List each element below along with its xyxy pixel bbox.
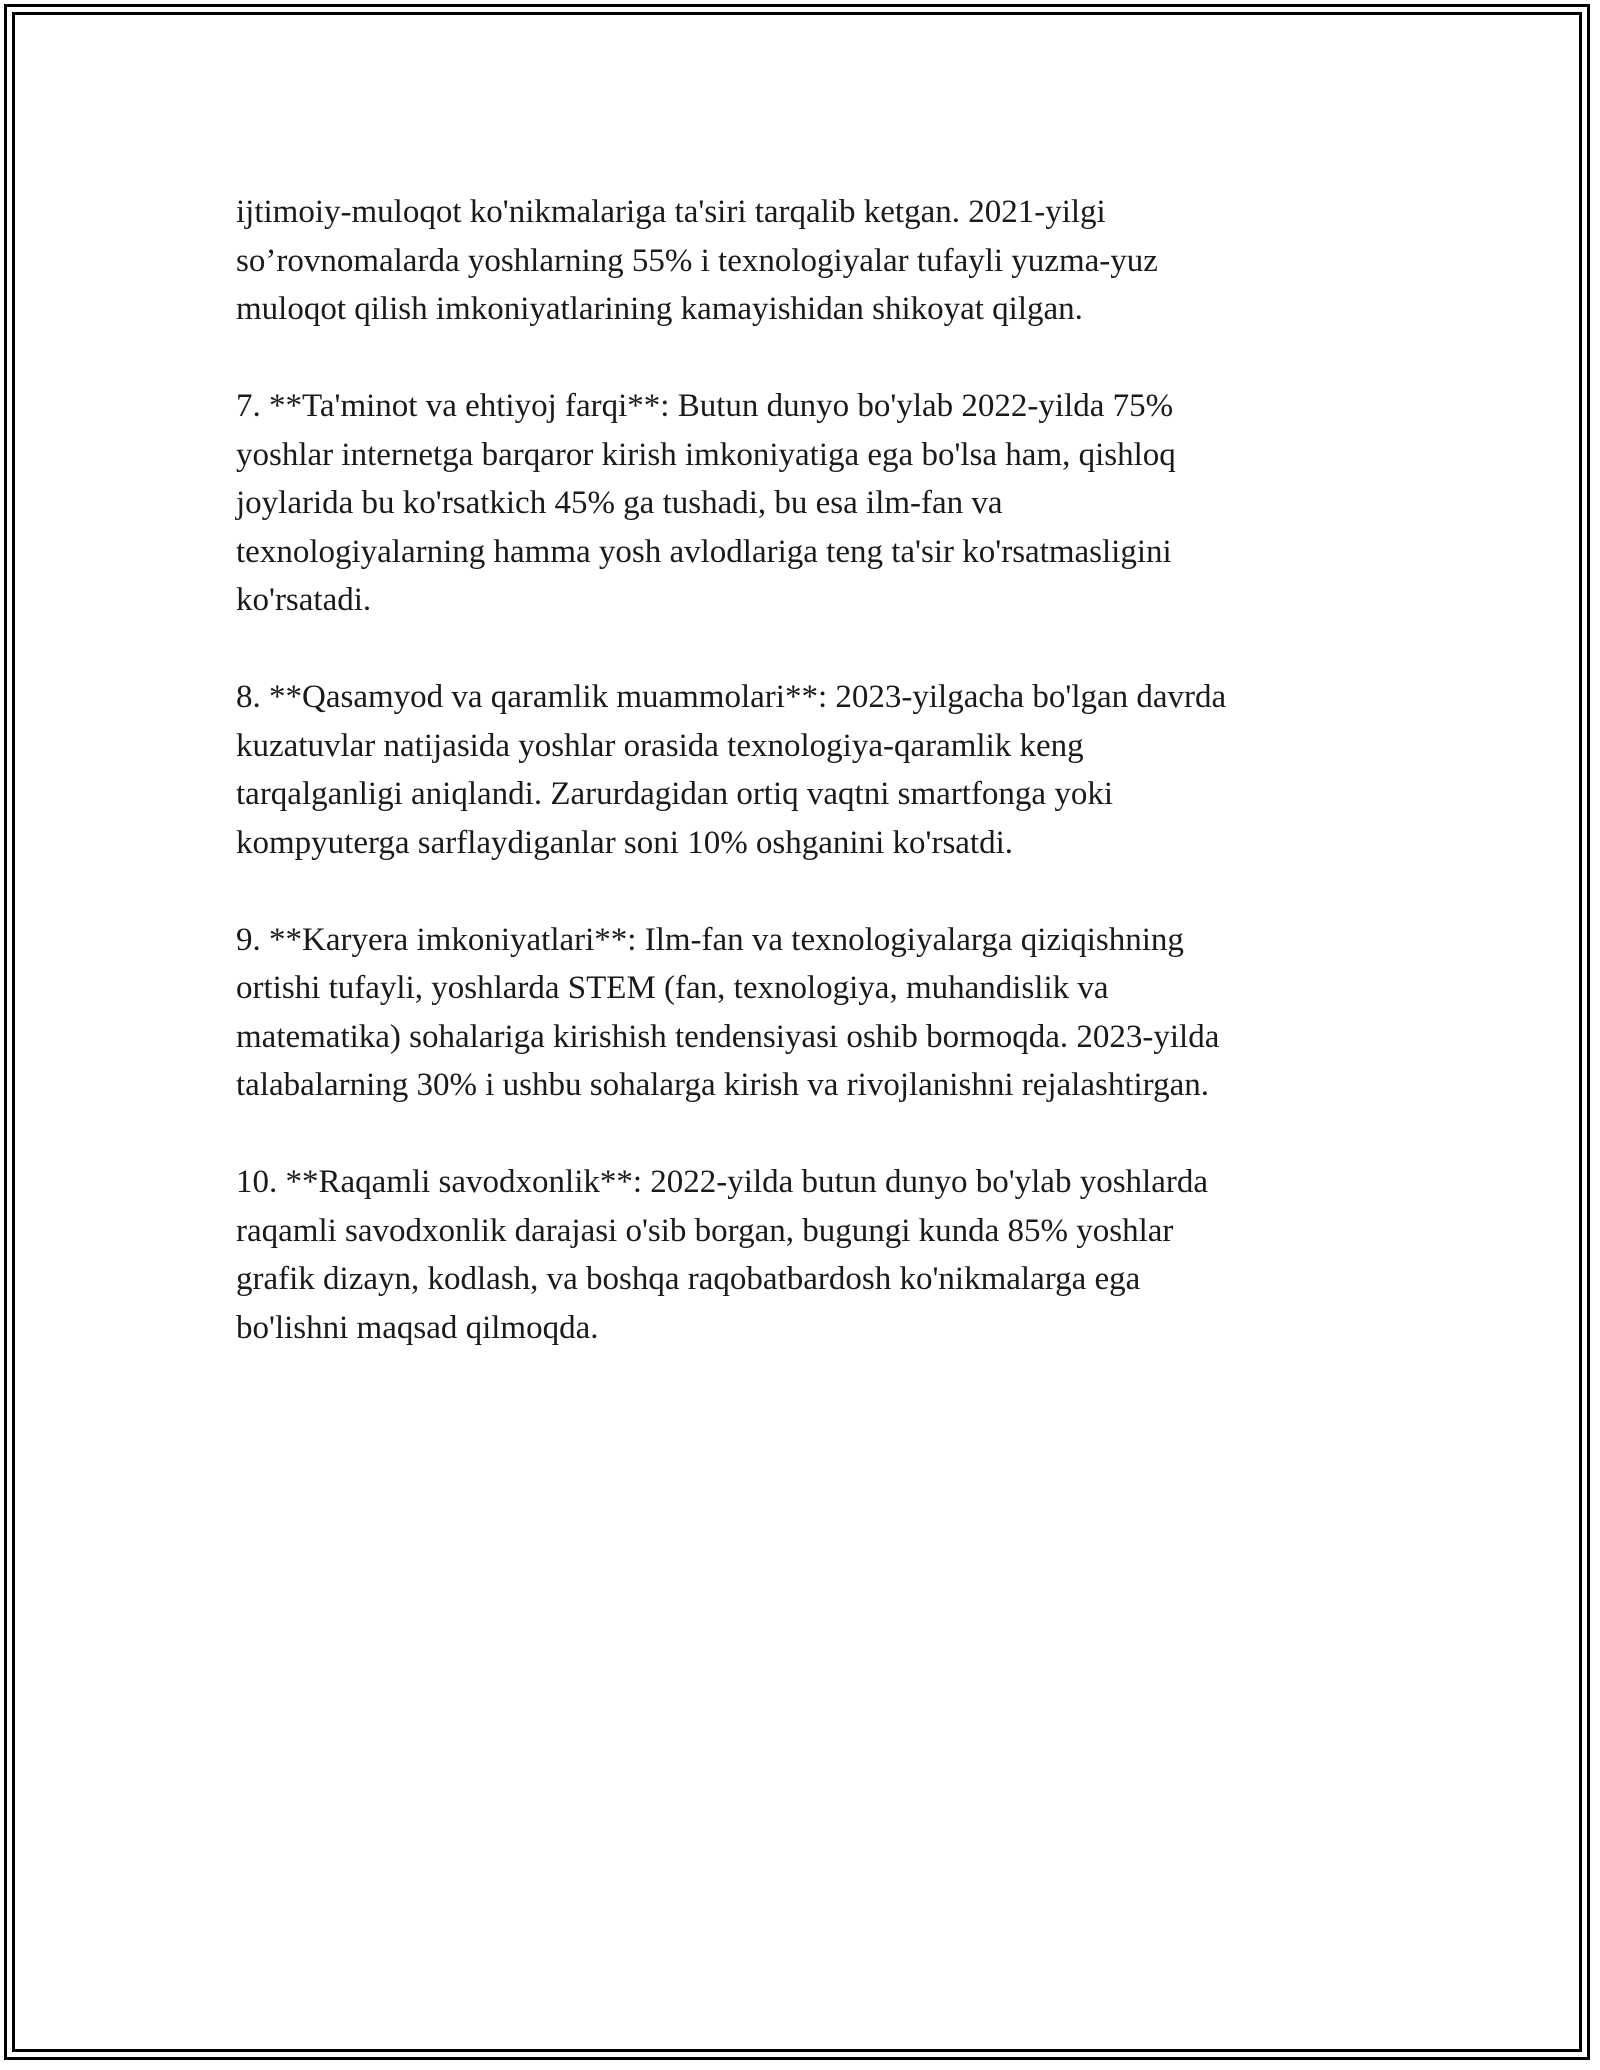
text-line: grafik dizayn, kodlash, va boshqa raqobatbardosh ko'nikmalarga ega <box>236 1261 1141 1297</box>
text-line: yoshlar internetga barqaror kirish imkoniyatiga ega bo'lsa ham, qishloq <box>236 436 1176 473</box>
text-line: joylarida bu ko'rsatkich 45% ga tushadi, bu esa ilm-fan va <box>236 485 1003 521</box>
text-line: bo'lishni maqsad qilmoqda. <box>236 1309 599 1346</box>
text-line: ortishi tufayli, yoshlarda STEM (fan, texnologiya, muhandislik va <box>236 970 1109 1006</box>
text-line: 10. **Raqamli savodxonlik**: 2022-yilda butun dunyo bo'ylab yoshlarda <box>236 1164 1209 1200</box>
text-line: ijtimoiy-muloqot ko'nikmalariga ta'siri tarqalib ketgan. 2021-yilgi <box>236 194 1106 230</box>
text-line: muloqot qilish imkoniyatlarining kamayishidan shikoyat qilgan. <box>236 291 1083 327</box>
paragraph-item-9 <box>236 916 1376 1110</box>
text-line: kuzatuvlar natijasida yoshlar orasida texnologiya-qaramlik keng <box>236 727 1084 764</box>
paragraph-item-8 <box>236 673 1376 867</box>
text-line: raqamli savodxonlik darajasi o'sib borgan, bugungi kunda 85% yoshlar <box>236 1212 1174 1249</box>
text-line: ko'rsatadi. <box>236 582 372 618</box>
document-body <box>236 188 1376 1401</box>
text-line: 7. **Ta'minot va ehtiyoj farqi**: Butun dunyo bo'ylab 2022-yilda 75% <box>236 388 1174 424</box>
text-line: kompyuterga sarflaydiganlar soni 10% oshganini ko'rsatdi. <box>236 824 1014 861</box>
paragraph-item-10 <box>236 1158 1376 1352</box>
text-line: texnologiyalarning hamma yosh avlodlariga teng ta'sir ko'rsatmasligini <box>236 533 1172 570</box>
text-line: talabalarning 30% i ushbu sohalarga kirish va rivojlanishni rejalashtirgan. <box>236 1067 1209 1103</box>
text-line: 8. **Qasamyod va qaramlik muammolari**: 2023-yilgacha bo'lgan davrda <box>236 679 1227 715</box>
text-line: tarqalganligi aniqlandi. Zarurdagidan ortiq vaqtni smartfonga yoki <box>236 776 1113 812</box>
paragraph-item-7 <box>236 382 1376 625</box>
text-line: matematika) sohalariga kirishish tendensiyasi oshib bormoqda. 2023-yilda <box>236 1018 1220 1055</box>
text-line: so’rovnomalarda yoshlarning 55% i texnologiyalar tufayli yuzma-yuz <box>236 242 1158 279</box>
paragraph-continuation <box>236 188 1376 334</box>
text-line: 9. **Karyera imkoniyatlari**: Ilm-fan va texnologiyalarga qiziqishning <box>236 921 1184 958</box>
